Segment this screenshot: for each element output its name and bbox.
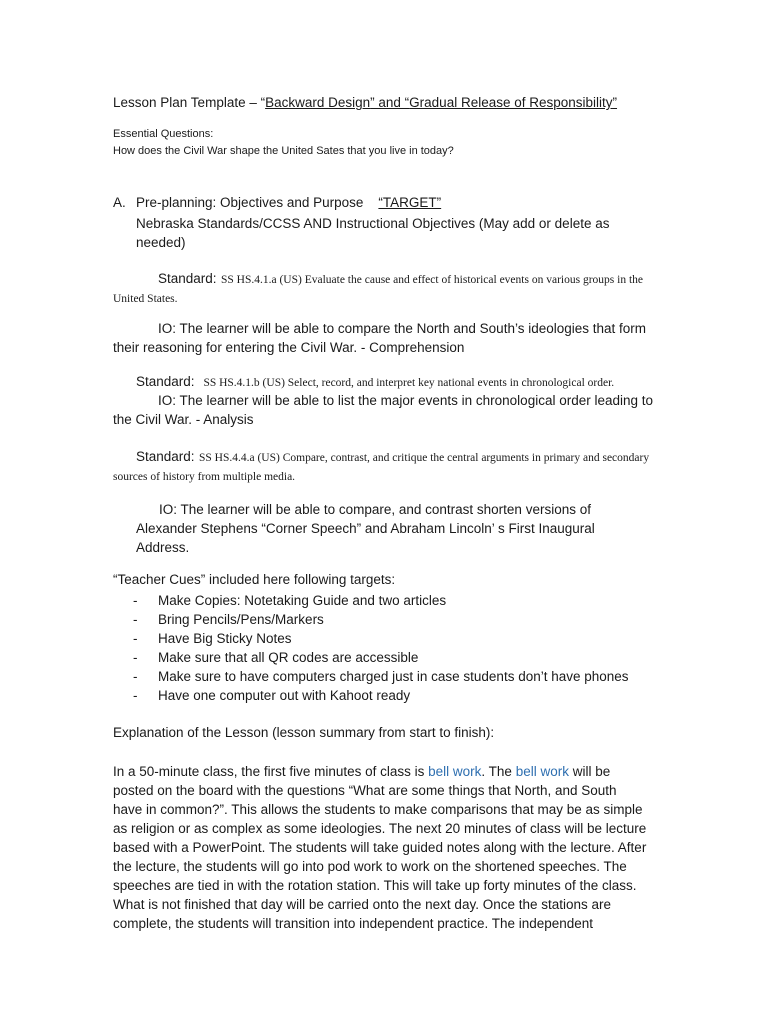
section-a-heading-text: Pre-planning: Objectives and Purpose	[136, 195, 364, 210]
bell-work-link[interactable]: bell work	[515, 764, 569, 779]
standard-label: Standard:	[136, 449, 195, 464]
title-backward-design: Backward Design	[265, 95, 371, 110]
section-a-subheading: Nebraska Standards/CCSS AND Instructional Objectives (May add or delete as needed)	[136, 216, 610, 250]
title-middle: ” and “	[370, 95, 410, 110]
explanation-text-1: In a 50-minute class, the first five minutes of class is	[113, 764, 429, 779]
list-item-text: Make Copies: Notetaking Guide and two articles	[158, 593, 447, 608]
bullet-dash: -	[133, 669, 138, 684]
bell-work-link[interactable]: bell work	[428, 764, 482, 779]
bullet-dash: -	[133, 650, 138, 665]
teacher-cues-list	[113, 591, 768, 705]
explanation-text-3: will be posted on the board with the questions “What are some things that North, and South have in common?”. This allows the students to make comparisons that may be as simple as religion or as complex as some ideologies. The next 20 minutes of class will be lecture based with a PowerPoint. The students will take guided notes along with the lecture. After the lecture, the students will go into pod work to work on the shortened speeches. The speeches are tied in with the rotation station. This will take up forty minutes of the class. What is not finished that day will be carried onto the next day. Once the stations are complete, the students will transition into independent practice. The independent	[113, 764, 647, 931]
io-block-3	[136, 500, 636, 557]
list-item	[113, 610, 768, 629]
document-title	[113, 95, 768, 110]
standard-text: SS HS.4.4.a (US) Compare, contrast, and critique the central arguments in primary and secondary sources of history from multiple media.	[113, 452, 650, 483]
standard-block-1	[113, 270, 653, 308]
list-item	[113, 629, 768, 648]
section-a-target: “TARGET”	[378, 195, 442, 210]
standard-block-3	[113, 448, 653, 486]
section-a-marker: A.	[113, 195, 126, 210]
list-item-text: Make sure that all QR codes are accessible	[158, 650, 419, 665]
explanation-text-2: . The	[481, 764, 516, 779]
section-a-heading	[136, 195, 768, 210]
list-item	[113, 667, 768, 686]
bullet-dash: -	[133, 612, 138, 627]
explanation-body	[113, 762, 648, 933]
list-item	[113, 648, 768, 667]
bullet-dash: -	[133, 631, 138, 646]
list-item	[113, 591, 768, 610]
bullet-dash: -	[133, 593, 138, 608]
standard-label: Standard:	[136, 374, 195, 389]
explanation-title: Explanation of the Lesson (lesson summary from start to finish):	[113, 725, 495, 740]
list-item-text: Bring Pencils/Pens/Markers	[158, 612, 324, 627]
title-prefix: Lesson Plan Template – “	[113, 95, 266, 110]
title-gradual-release: Gradual Release of Responsibility	[409, 95, 613, 110]
teacher-cues-title: “Teacher Cues” included here following targets:	[113, 572, 396, 587]
list-item-text: Make sure to have computers charged just in case students don’t have phones	[158, 669, 629, 684]
io-block-1	[113, 319, 653, 357]
essential-question-text: How does the Civil War shape the United Sates that you live in today?	[113, 145, 454, 157]
standard-label: Standard:	[158, 271, 217, 286]
list-item-text: Have one computer out with Kahoot ready	[158, 688, 411, 703]
io-block-2	[113, 391, 658, 429]
io-text: IO: The learner will be able to list the major events in chronological order leading to the Civil War. - Analysis	[113, 393, 654, 427]
bullet-dash: -	[133, 688, 138, 703]
standard-text: SS HS.4.1.a (US) Evaluate the cause and effect of historical events on various groups in the United States.	[113, 274, 643, 305]
io-text: IO: The learner will be able to compare, and contrast shorten versions of Alexander Stephens “Corner Speech” and Abraham Lincoln’ s First Inaugural Address.	[136, 502, 595, 555]
title-suffix: ”	[612, 95, 618, 110]
io-text: IO: The learner will be able to compare the North and South’s ideologies that form their reasoning for entering the Civil War. - Comprehension	[113, 321, 647, 355]
list-item-text: Have Big Sticky Notes	[158, 631, 292, 646]
standard-text: SS HS.4.1.b (US) Select, record, and interpret key national events in chronological order.	[203, 377, 615, 389]
list-item	[113, 686, 768, 705]
essential-questions-label: Essential Questions:	[113, 128, 214, 140]
standard-block-2	[113, 373, 673, 391]
